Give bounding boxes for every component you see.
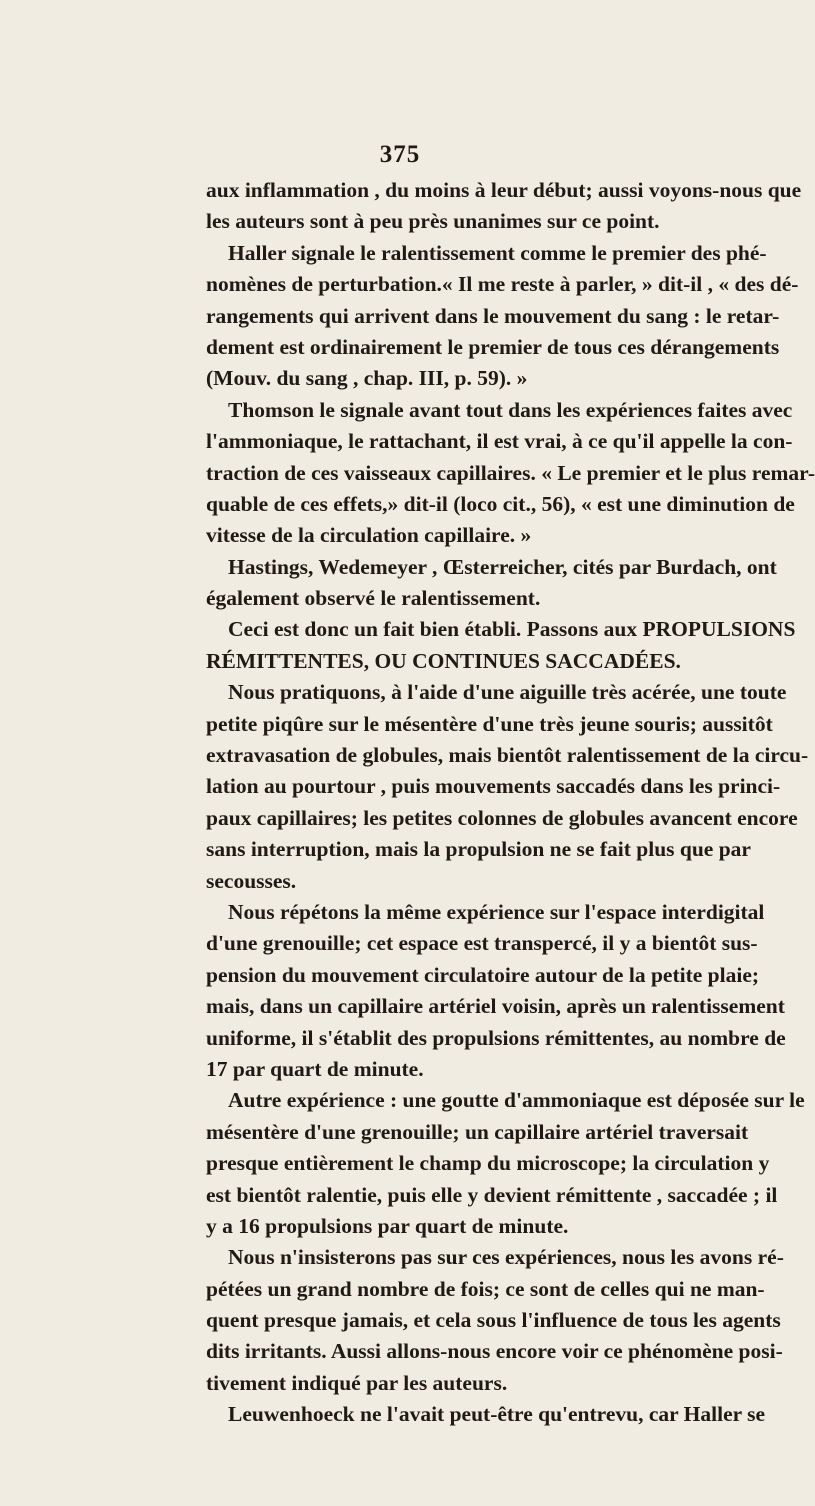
text-line: pétées un grand nombre de fois; ce sont de celles qui ne man- <box>206 1276 765 1301</box>
text-line: paux capillaires; les petites colonnes de globules avancent encore <box>206 805 798 830</box>
text-line: y a 16 propulsions par quart de minute. <box>206 1213 569 1238</box>
text-line: Thomson le signale avant tout dans les expériences faites avec <box>228 397 793 422</box>
text-line: Autre expérience : une goutte d'ammoniaque est déposée sur le <box>228 1088 805 1113</box>
text-line: quable de ces effets,» dit-il (loco cit., 56), « est une diminution de <box>206 491 795 516</box>
body-text <box>206 175 815 1431</box>
text-line: uniforme, il s'établit des propulsions rémittentes, au nombre de <box>206 1025 786 1050</box>
text-line: sans interruption, mais la propulsion ne se fait plus que par <box>206 837 751 862</box>
text-line: petite piqûre sur le mésentère d'une très jeune souris; aussitôt <box>206 711 773 736</box>
text-line: tivement indiqué par les auteurs. <box>206 1370 508 1395</box>
text-line: quent presque jamais, et cela sous l'influence de tous les agents <box>206 1308 781 1333</box>
text-line: Nous n'insisterons pas sur ces expériences, nous les avons ré- <box>228 1245 784 1270</box>
text-line: d'une grenouille; cet espace est transpercé, il y a bientôt sus- <box>206 931 758 956</box>
text-line: (Mouv. du sang , chap. III, p. 59). » <box>206 366 528 391</box>
text-line: également observé le ralentissement. <box>206 586 541 611</box>
text-line: dits irritants. Aussi allons-nous encore voir ce phénomène posi- <box>206 1339 783 1364</box>
text-line: presque entièrement le champ du microscope; la circulation y <box>206 1151 770 1176</box>
text-line: lation au pourtour , puis mouvements saccadés dans les princi- <box>206 774 781 799</box>
text-line: vitesse de la circulation capillaire. » <box>206 523 532 548</box>
text-line: nomènes de perturbation.« Il me reste à parler, » dit-il , « des dé- <box>206 272 799 297</box>
text-line: aux inflammation , du moins à leur début; aussi voyons-nous que <box>206 178 802 202</box>
text-line: l'ammoniaque, le rattachant, il est vrai, à ce qu'il appelle la con- <box>206 429 793 454</box>
text-line: rangements qui arrivent dans le mouvement du sang : le retar- <box>206 303 780 328</box>
text-line: les auteurs sont à peu près unanimes sur ce point. <box>206 209 660 234</box>
text-line: dement est ordinairement le premier de tous ces dérangements <box>206 334 780 359</box>
text-line: mais, dans un capillaire artériel voisin, après un ralentissement <box>206 994 785 1019</box>
text-line: Nous pratiquons, à l'aide d'une aiguille très acérée, une toute <box>228 680 787 705</box>
text-line: 17 par quart de minute. <box>206 1056 424 1081</box>
text-line: mésentère d'une grenouille; un capillaire artériel traversait <box>206 1119 749 1144</box>
text-line: Nous répétons la même expérience sur l'espace interdigital <box>228 899 765 924</box>
text-line: Leuwenhoeck ne l'avait peut-être qu'entrevu, car Haller se <box>228 1402 766 1427</box>
page-number: 375 <box>379 141 421 168</box>
text-line: est bientôt ralentie, puis elle y devient rémittente , saccadée ; il <box>206 1182 778 1207</box>
text-line: extravasation de globules, mais bientôt ralentissement de la circu- <box>206 743 809 768</box>
text-line: Haller signale le ralentissement comme le premier des phé- <box>228 240 767 265</box>
text-line: RÉMITTENTES, OU CONTINUES SACCADÉES. <box>206 648 681 673</box>
text-line: Ceci est donc un fait bien établi. Passons aux PROPULSIONS <box>228 617 796 642</box>
text-line: Hastings, Wedemeyer , Œsterreicher, cités par Burdach, ont <box>228 554 777 579</box>
text-line: traction de ces vaisseaux capillaires. « Le premier et le plus remar- <box>206 460 815 485</box>
text-line: pension du mouvement circulatoire autour de la petite plaie; <box>206 962 760 987</box>
text-line: secousses. <box>206 868 297 893</box>
